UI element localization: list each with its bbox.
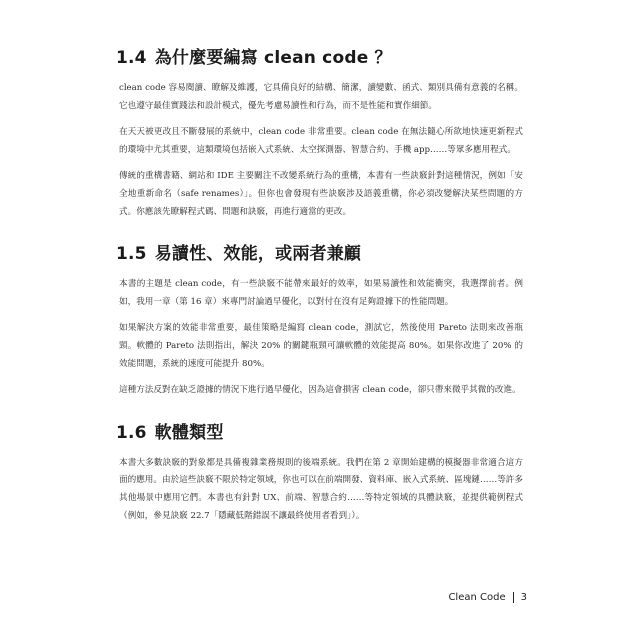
section-1-6 bbox=[116, 421, 523, 525]
paragraph: 這種方法反對在缺乏證據的情況下進行過早優化，因為這會損害 clean code，卻只帶來微乎其微的改進。 bbox=[119, 385, 521, 396]
page-content bbox=[116, 46, 523, 534]
section-title-text: 為什麼要編寫 clean code ？ bbox=[154, 48, 392, 68]
section-heading bbox=[116, 46, 523, 70]
page-footer bbox=[448, 592, 527, 603]
paragraph: 傳統的重構書籍、網站和 IDE 主要關注不改變系統行為的重構，本書有一些訣竅針對這種情況，例如「安全地重新命名（safe renames）」。但你也會發現有些訣竅涉及語義重構，你必須改變解決某些問題的方式。你應該先瞭解程式碼、問題和訣竅，再進行適當的更改。 bbox=[119, 171, 523, 217]
section-title-text: 易讀性、效能，或兩者兼顧 bbox=[154, 244, 362, 265]
paragraph: 如果解決方案的效能非常重要，最佳策略是編寫 clean code，測試它，然後使用 Pareto 法則來改善瓶頸。軟體的 Pareto 法則指出，解決 20% 的關鍵瓶頸可讓軟體的效能提高 80%。如果你改進了 20% 的效能問題，系統的速度可能提升 80%。 bbox=[119, 323, 523, 369]
paragraph: clean code 容易閱讀、瞭解及維護，它具備良好的結構、簡潔，讀變數、函式、類別具備有意義的名稱。它也遵守最佳實踐法和設計模式，優先考慮易讀性和行為，而不是性能和實作細節。 bbox=[119, 83, 523, 111]
section-number: 1.5 bbox=[116, 244, 147, 265]
section-heading bbox=[116, 421, 523, 445]
section-spacer bbox=[119, 230, 523, 242]
footer-book-title: Clean Code bbox=[448, 592, 506, 603]
section-heading bbox=[116, 242, 523, 266]
section-title-text: 軟體類型 bbox=[154, 422, 224, 443]
paragraph: 在天天被更改且不斷發展的系統中，clean code 非常重要。clean code 在無法隨心所欲地快速更新程式的環境中尤其重要，這類環境包括嵌入式系統、太空探測器、智慧合約、手機 app……等眾多應用程式。 bbox=[119, 127, 523, 155]
footer-divider bbox=[513, 592, 514, 603]
section-spacer bbox=[119, 409, 523, 421]
section-1-5 bbox=[116, 242, 523, 400]
page-number: 3 bbox=[520, 592, 527, 603]
section-number: 1.4 bbox=[116, 48, 147, 68]
section-number: 1.6 bbox=[116, 422, 147, 443]
section-1-4 bbox=[116, 46, 523, 221]
paragraph: 本書的主題是 clean code，有一些訣竅不能帶來最好的效率，如果易讀性和效能衝突，我選擇前者。例如，我用一章（第 16 章）來專門討論過早優化，以對付在沒有足夠證據下的性能問題。 bbox=[119, 279, 523, 307]
paragraph: 本書大多數訣竅的對象都是具備複雜業務規則的後端系統。我們在第 2 章開始建構的模擬器非常適合這方面的應用。由於這些訣竅不限於特定領域，你也可以在前端開發、資料庫、嵌入式系統、區塊鏈……等許多其他場景中應用它們。本書也有針對 UX、前端、智慧合約……等特定領域的具體訣竅，並提供範例程式（例如，參見訣竅 22.7「隱藏低階錯誤不讓最終使用者看到」）。 bbox=[119, 457, 523, 521]
